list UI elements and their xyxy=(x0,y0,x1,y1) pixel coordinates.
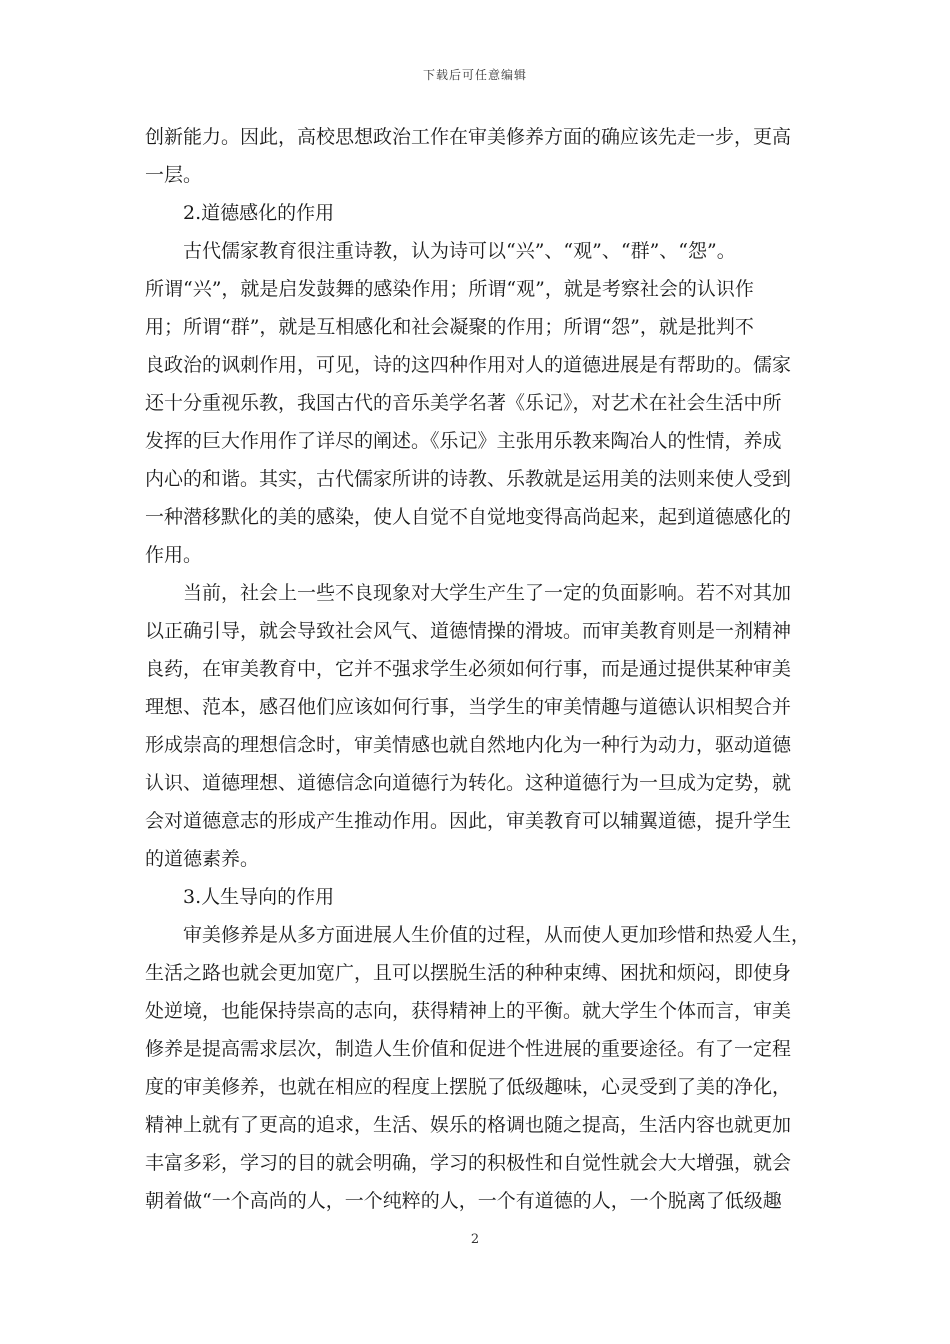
text-line: 创新能力。因此，高校思想政治工作在审美修养方面的确应该先走一步，更高 xyxy=(145,126,792,148)
text-line: 精神上就有了更高的追求，生活、娱乐的格调也随之提高，生活内容也就更加 xyxy=(145,1114,792,1136)
text-line: 所谓“兴”，就是启发鼓舞的感染作用；所谓“观”，就是考察社会的认识作 xyxy=(145,278,754,300)
text-line: 认识、道德理想、道德信念向道德行为转化。这种道德行为一旦成为定势，就 xyxy=(145,772,792,794)
text-line: 形成崇高的理想信念时，审美情感也就自然地内化为一种行为动力，驱动道德 xyxy=(145,734,792,756)
page-header: 下载后可任意编辑 xyxy=(422,68,527,82)
text-line: 处逆境，也能保持崇高的志向，获得精神上的平衡。就大学生个体而言，审美 xyxy=(145,1000,792,1022)
text-line: 生活之路也就会更加宽广，且可以摆脱生活的种种束缚、困扰和烦闷，即使身 xyxy=(145,962,792,984)
text-line: 用；所谓“群”，就是互相感化和社会凝聚的作用；所谓“怨”，就是批判不 xyxy=(145,316,754,338)
text-line: 古代儒家教育很注重诗教，认为诗可以“兴”、“观”、“群”、“怨”。 xyxy=(183,240,736,262)
text-line: 朝着做“一个高尚的人，一个纯粹的人，一个有道德的人，一个脱离了低级趣 xyxy=(145,1190,782,1212)
page-number: 2 xyxy=(470,1232,480,1247)
document-body xyxy=(145,118,810,1220)
text-line: 发挥的巨大作用作了详尽的阐述。《乐记》主张用乐教来陶冶人的性情，养成 xyxy=(145,430,782,452)
text-line: 理想、范本，感召他们应该如何行事，当学生的审美情趣与道德认识相契合并 xyxy=(145,696,792,718)
text-line: 一种潜移默化的美的感染，使人自觉不自觉地变得高尚起来，起到道德感化的 xyxy=(145,506,792,528)
text-line: 作用。 xyxy=(145,544,203,566)
text-line: 良政治的讽刺作用，可见，诗的这四种作用对人的道德进展是有帮助的。儒家 xyxy=(145,354,792,376)
text-line: 修养是提高需求层次，制造人生价值和促进个性进展的重要途径。有了一定程 xyxy=(145,1038,792,1060)
text-line: 良药，在审美教育中，它并不强求学生必须如何行事，而是通过提供某种审美 xyxy=(145,658,792,680)
text-line: 一层。 xyxy=(145,164,203,186)
text-line: 内心的和谐。其实，古代儒家所讲的诗教、乐教就是运用美的法则来使人受到 xyxy=(145,468,792,490)
text-line: 3.人生导向的作用 xyxy=(183,886,335,908)
text-line: 还十分重视乐教，我国古代的音乐美学名著《乐记》，对艺术在社会生活中所 xyxy=(145,392,782,414)
text-line: 审美修养是从多方面进展人生价值的过程，从而使人更加珍惜和热爱人生， xyxy=(183,924,810,946)
text-line: 度的审美修养，也就在相应的程度上摆脱了低级趣味，心灵受到了美的净化， xyxy=(145,1076,792,1098)
text-line: 以正确引导，就会导致社会风气、道德情操的滑坡。而审美教育则是一剂精神 xyxy=(145,620,792,642)
text-line: 的道德素养。 xyxy=(145,848,260,870)
text-line: 2.道德感化的作用 xyxy=(183,202,335,224)
text-line: 丰富多彩，学习的目的就会明确，学习的积极性和自觉性就会大大增强，就会 xyxy=(145,1152,792,1174)
text-line: 当前，社会上一些不良现象对大学生产生了一定的负面影响。若不对其加 xyxy=(183,582,792,604)
text-line: 会对道德意志的形成产生推动作用。因此，审美教育可以辅翼道德，提升学生 xyxy=(145,810,792,832)
